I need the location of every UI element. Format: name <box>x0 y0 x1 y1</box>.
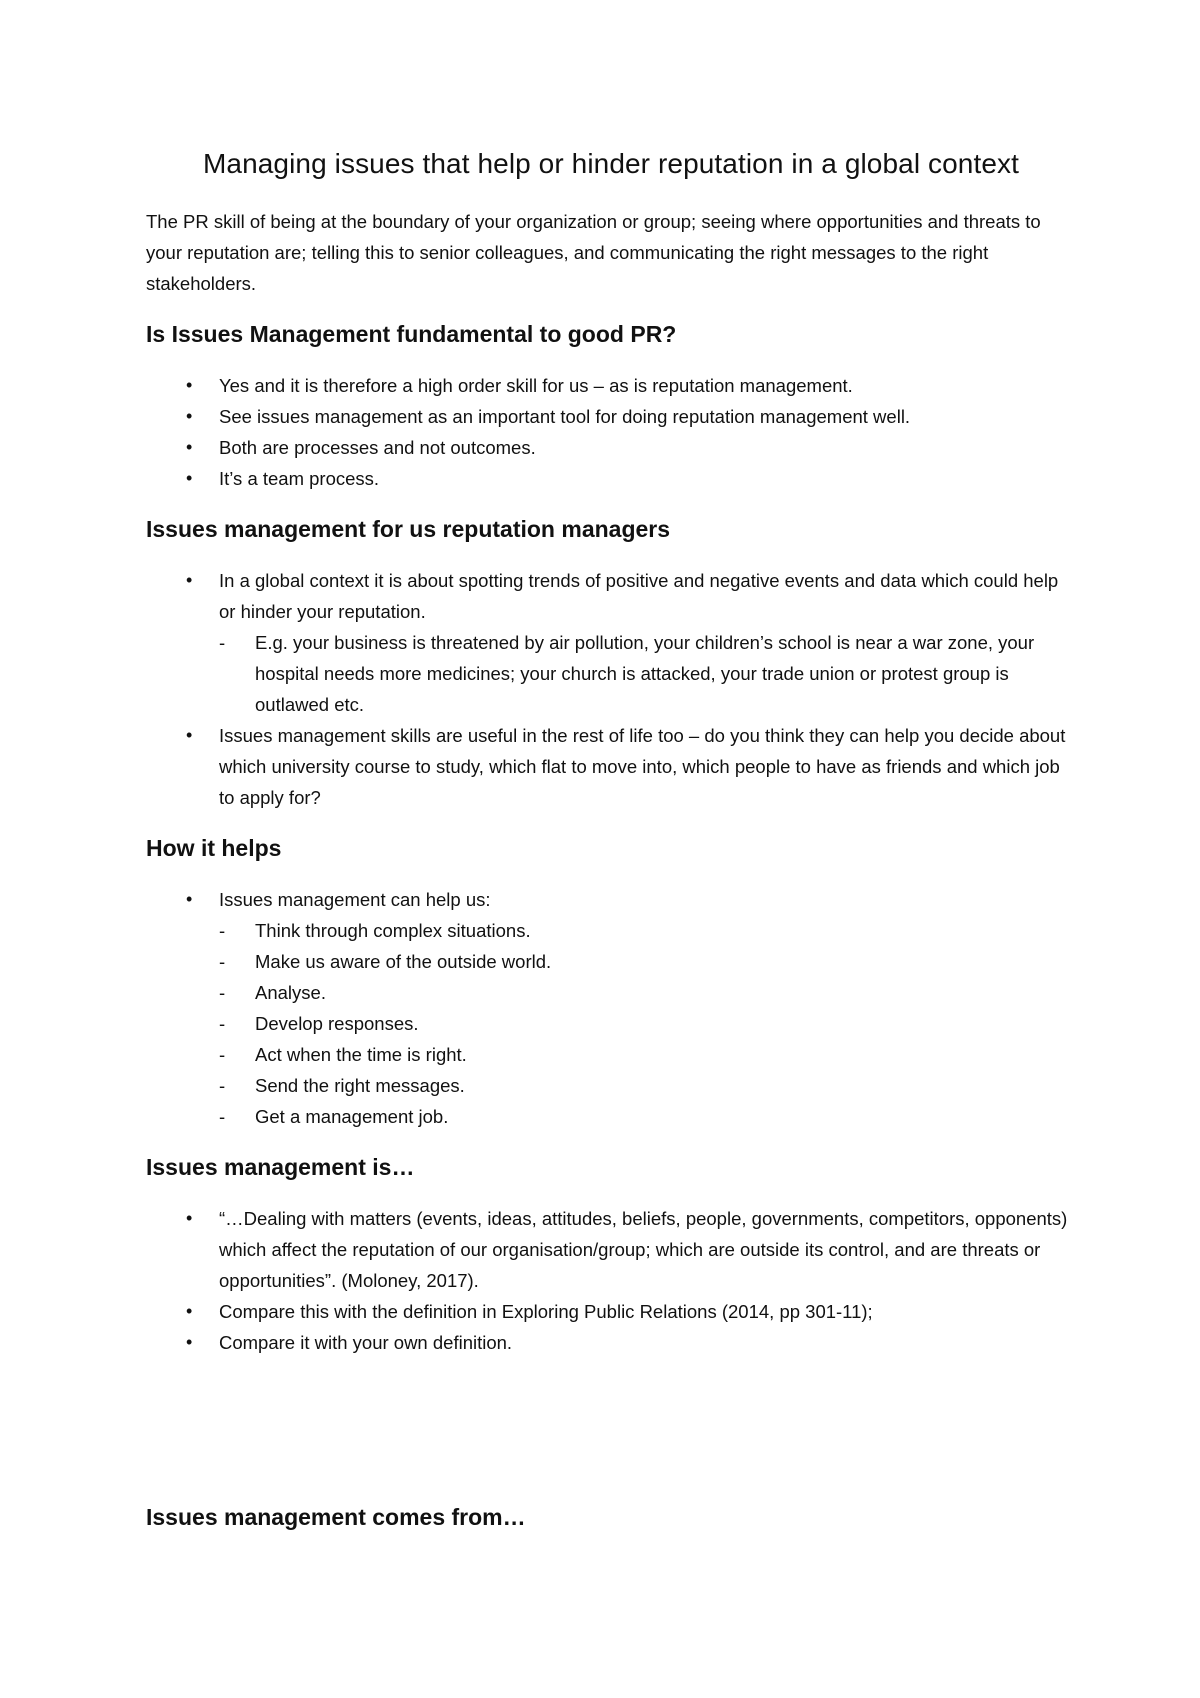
sub-list-item-text: Develop responses. <box>255 1013 419 1034</box>
sub-list-item-text: Make us aware of the outside world. <box>255 951 552 972</box>
list-item-text: Issues management can help us: <box>219 889 491 910</box>
list-item <box>146 720 1076 813</box>
list-item <box>146 463 1076 494</box>
sub-list-item-text: Send the right messages. <box>255 1075 465 1096</box>
sub-list-item-text: Get a management job. <box>255 1106 449 1127</box>
list-item-text: Both are processes and not outcomes. <box>219 437 536 458</box>
dash-icon: - <box>219 632 226 653</box>
sub-list-item-text: Think through complex situations. <box>255 920 531 941</box>
sub-list-item <box>219 627 1076 720</box>
list-item-text: Compare it with your own definition. <box>219 1332 513 1353</box>
blank-space <box>146 1380 1076 1504</box>
list-item <box>146 565 1076 720</box>
list-item-text: Compare this with the definition in Exploring Public Relations (2014, pp 301-11); <box>219 1301 873 1322</box>
sub-list-item <box>219 1101 1076 1132</box>
list-item-text: In a global context it is about spotting trends of positive and negative events and data which could help or hinder your reputation. <box>219 570 1059 622</box>
section-heading: How it helps <box>146 835 282 861</box>
sub-list-item <box>219 946 1076 977</box>
list-item-text: “…Dealing with matters (events, ideas, attitudes, beliefs, people, governments, competitors, opponents) which affect the reputation of our organisation/group; which are outside its control, and are threats or opportunities”. (Moloney, 2017). <box>219 1208 1068 1291</box>
sub-list-item <box>219 915 1076 946</box>
bullet-icon: • <box>186 1208 193 1228</box>
section-heading: Is Issues Management fundamental to good PR? <box>146 321 677 347</box>
bullet-icon: • <box>186 889 193 909</box>
list-item-text: Issues management skills are useful in the rest of life too – do you think they can help you decide about which university course to study, which flat to move into, which people to have as friends and which job to apply for? <box>219 725 1066 808</box>
dash-icon: - <box>219 920 226 941</box>
dash-icon: - <box>219 1075 226 1096</box>
bullet-icon: • <box>186 570 193 590</box>
document-title: Managing issues that help or hinder reputation in a global context <box>202 148 1019 179</box>
sub-list-item <box>219 1070 1076 1101</box>
list-item-text: It’s a team process. <box>219 468 380 489</box>
document-content <box>146 148 1076 1553</box>
intro-paragraph: The PR skill of being at the boundary of your organization or group; seeing where opportunities and threats to your reputation are; telling this to senior colleagues, and communicating the right messages to the right stakeholders. <box>146 211 1041 294</box>
bullet-icon: • <box>186 1332 193 1352</box>
section-heading: Issues management comes from… <box>146 1504 526 1530</box>
section-heading: Issues management is… <box>146 1154 415 1180</box>
sub-list-item-text: Analyse. <box>255 982 326 1003</box>
dash-icon: - <box>219 1106 226 1127</box>
sub-list-item-text: Act when the time is right. <box>255 1044 467 1065</box>
bullet-icon: • <box>186 406 193 426</box>
list-item-text: Yes and it is therefore a high order skill for us – as is reputation management. <box>219 375 853 396</box>
list-item <box>146 1203 1076 1296</box>
sub-list-item-text: E.g. your business is threatened by air pollution, your children’s school is near a war zone, your hospital needs more medicines; your church is attacked, your trade union or protest group is outlawed etc. <box>255 632 1035 715</box>
list-item <box>146 1327 1076 1358</box>
sub-list <box>219 915 1076 1132</box>
list-item <box>146 884 1076 1132</box>
dash-icon: - <box>219 951 226 972</box>
sub-list-item <box>219 1008 1076 1039</box>
sub-list-item <box>219 1039 1076 1070</box>
list-item <box>146 432 1076 463</box>
sub-list-item <box>219 977 1076 1008</box>
bullet-icon: • <box>186 725 193 745</box>
list-item <box>146 1296 1076 1327</box>
list-item <box>146 401 1076 432</box>
sub-list <box>219 627 1076 720</box>
section-heading: Issues management for us reputation managers <box>146 516 671 542</box>
bullet-list <box>146 1203 1076 1358</box>
bullet-icon: • <box>186 1301 193 1321</box>
list-item-text: See issues management as an important tool for doing reputation management well. <box>219 406 911 427</box>
dash-icon: - <box>219 982 226 1003</box>
bullet-list <box>146 565 1076 813</box>
dash-icon: - <box>219 1044 226 1065</box>
bullet-list <box>146 884 1076 1132</box>
dash-icon: - <box>219 1013 226 1034</box>
list-item <box>146 370 1076 401</box>
bullet-icon: • <box>186 375 193 395</box>
bullet-icon: • <box>186 437 193 457</box>
bullet-list <box>146 370 1076 494</box>
bullet-icon: • <box>186 468 193 488</box>
